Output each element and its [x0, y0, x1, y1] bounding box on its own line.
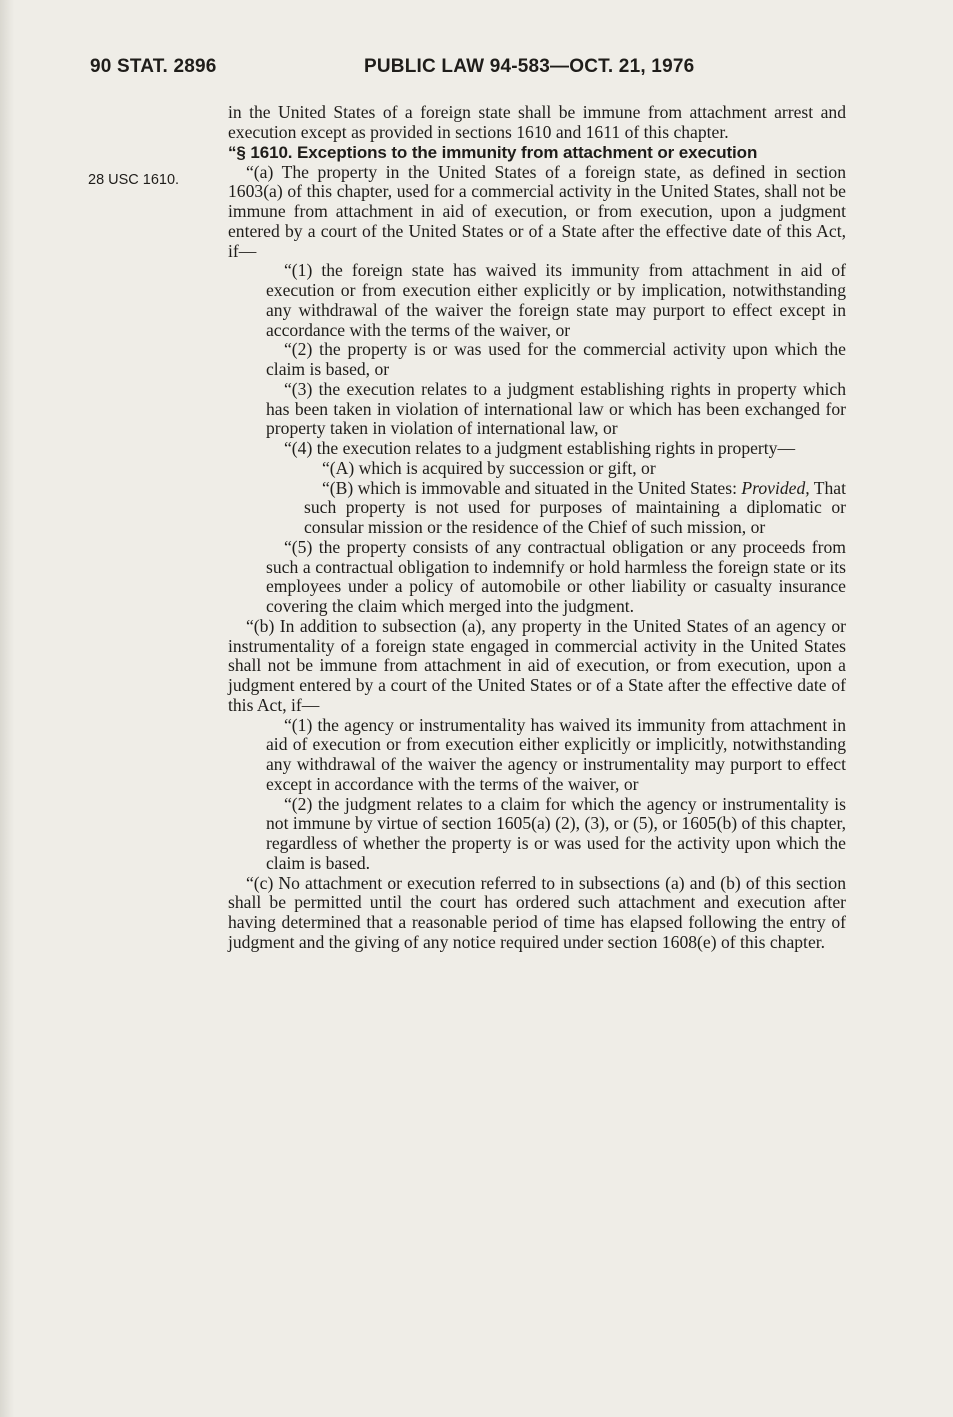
paragraph-a-2: “(2) the property is or was used for the commercial activity upon which the claim is based, or	[266, 339, 846, 379]
paragraph-a-1: “(1) the foreign state has waived its immunity from attachment in aid of execution or from execution either explicitly or by implication, notwithstanding any withdrawal of the waiver the foreign state may purport to effect except in accordance with the terms of the waiver, or	[266, 260, 846, 340]
subsection-c: “(c) No attachment or execution referred to in subsections (a) and (b) of this section shall be permitted until the court has ordered such attachment and execution after having determined that a reasonable period of time has elapsed following the entry of judgment and the giving of any notice required under section 1608(e) of this chapter.	[228, 872, 846, 952]
paragraph-b-2: “(2) the judgment relates to a claim for which the agency or instrumentality is not immune by virtue of section 1605(a) (2), (3), or (5), or 1605(b) of this chapter, regardless of whether the property is or was used for the activity upon which the claim is based.	[266, 793, 846, 873]
subparagraph-a-4-B	[228, 479, 846, 538]
subsection-b: “(b) In addition to subsection (a), any property in the United States of an agency or instrumentality of a foreign state engaged in commercial activity in the United States shall not be immune from attachment in aid of execution, or from execution, upon a judgment entered by a court of the United States or of a State after the effective date of this Act, if—	[228, 615, 846, 715]
law-title: PUBLIC LAW 94-583—OCT. 21, 1976	[364, 56, 695, 77]
subparagraph-a-4-A: “(A) which is acquired by succession or gift, or	[322, 457, 656, 478]
provided-proviso: Provided,	[741, 477, 810, 498]
carryover-paragraph: in the United States of a foreign state shall be immune from attachment arrest and execution except as provided in sections 1610 and 1611 of this chapter.	[228, 102, 846, 142]
statute-body	[228, 103, 846, 953]
paragraph-a-5: “(5) the property consists of any contractual obligation or any proceeds from such a contractual obligation to indemnify or hold harmless the foreign state or its employees under a policy of automobile or other liability or casualty insurance covering the claim which merged into the judgment.	[266, 536, 846, 616]
paragraph-b-1: “(1) the agency or instrumentality has waived its immunity from attachment in aid of execution or from execution either explicitly or implicitly, notwithstanding any withdrawal of the waiver the agency or instrumentality may purport to effect except in accordance with the terms of the waiver, or	[266, 714, 846, 794]
page-citation: 90 STAT. 2896	[90, 56, 217, 77]
paragraph-a-3: “(3) the execution relates to a judgment establishing rights in property which has been taken in violation of international law or which has been exchanged for property taken in violation of international law, or	[266, 378, 846, 439]
margin-citation: 28 USC 1610.	[88, 172, 180, 188]
subparagraph-b-rest: That such property is not used for purposes of maintaining a diplomatic or consular mission or the residence of the Chief of such mission, or	[304, 477, 846, 537]
section-heading: “§ 1610. Exceptions to the immunity from attachment or execution	[228, 142, 758, 162]
subparagraph-b-lead: “(B) which is immovable and situated in the United States:	[322, 477, 742, 498]
paragraph-a-4: “(4) the execution relates to a judgment establishing rights in property—	[284, 438, 796, 458]
subsection-a: “(a) The property in the United States of a foreign state, as defined in section 1603(a) of this chapter, used for a commercial activity in the United States, shall not be immune from attachment in aid of execution, or from execution, upon a judgment entered by a court of the United States or of a State after the effective date of this Act, if—	[228, 161, 846, 261]
